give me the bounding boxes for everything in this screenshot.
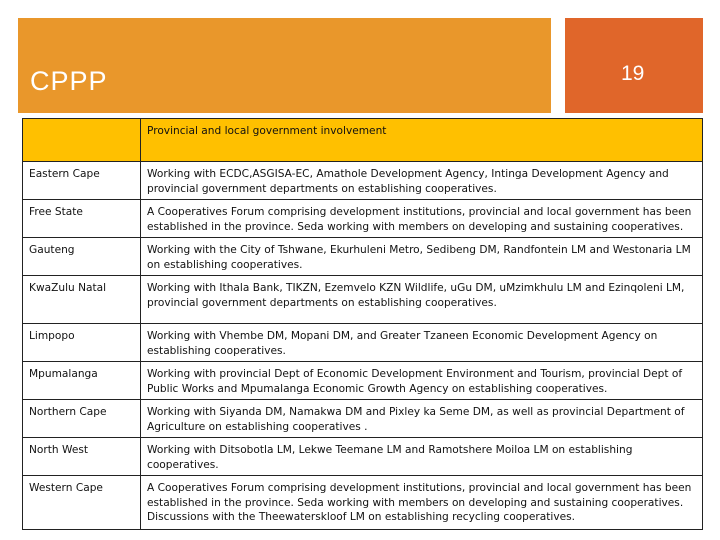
province-table [22,118,703,530]
involvement-cell: Working with ECDC,ASGISA-EC, Amathole Development Agency, Intinga Development Agency and provincial government departments on establishing cooperatives. [141,162,703,200]
slide-number: 19 [621,62,645,85]
province-cell: Eastern Cape [23,162,141,200]
involvement-cell: Working with provincial Dept of Economic Development Environment and Tourism, provincial Dept of Public Works and Mpumalanga Economic Growth Agency on establishing cooperatives. [141,362,703,400]
slide-title: CPPP [30,66,108,96]
province-cell: Western Cape [23,476,141,530]
involvement-cell: Working with Siyanda DM, Namakwa DM and Pixley ka Seme DM, as well as provincial Department of Agriculture on establishing cooperatives . [141,400,703,438]
table-row [23,362,703,400]
table-row [23,324,703,362]
province-cell: KwaZulu Natal [23,276,141,324]
table-header-row [23,119,703,162]
table-row [23,400,703,438]
involvement-cell: A Cooperatives Forum comprising development institutions, provincial and local government has been established in the province. Seda working with members on developing and sustaining cooperatives. [141,200,703,238]
involvement-cell: Working with Vhembe DM, Mopani DM, and Greater Tzaneen Economic Development Agency on establishing cooperatives. [141,324,703,362]
column-header [23,119,141,162]
province-cell: Free State [23,200,141,238]
province-cell: North West [23,438,141,476]
involvement-cell: Working with Ithala Bank, TIKZN, Ezemvelo KZN Wildlife, uGu DM, uMzimkhulu LM and Ezinqoleni LM, provincial government departments on establishing cooperatives. [141,276,703,324]
title-banner [18,18,551,113]
province-cell: Gauteng [23,238,141,276]
province-cell: Mpumalanga [23,362,141,400]
table-row [23,162,703,200]
involvement-cell: Working with the City of Tshwane, Ekurhuleni Metro, Sedibeng DM, Randfontein LM and Westonaria LM on establishing cooperatives. [141,238,703,276]
table-row [23,476,703,530]
involvement-cell: Working with Ditsobotla LM, Lekwe Teemane LM and Ramotshere Moiloa LM on establishing cooperatives. [141,438,703,476]
involvement-cell: A Cooperatives Forum comprising development institutions, provincial and local government has been established in the province. Seda working with members on developing and sustaining cooperatives. Discussions with the Theewaterskloof LM on establishing recycling cooperatives. [141,476,703,530]
slide-number-box [565,18,703,113]
province-cell: Limpopo [23,324,141,362]
column-header: Provincial and local government involvement [141,119,703,162]
table-row [23,200,703,238]
province-cell: Northern Cape [23,400,141,438]
table-row [23,438,703,476]
table-row [23,238,703,276]
table-row [23,276,703,324]
